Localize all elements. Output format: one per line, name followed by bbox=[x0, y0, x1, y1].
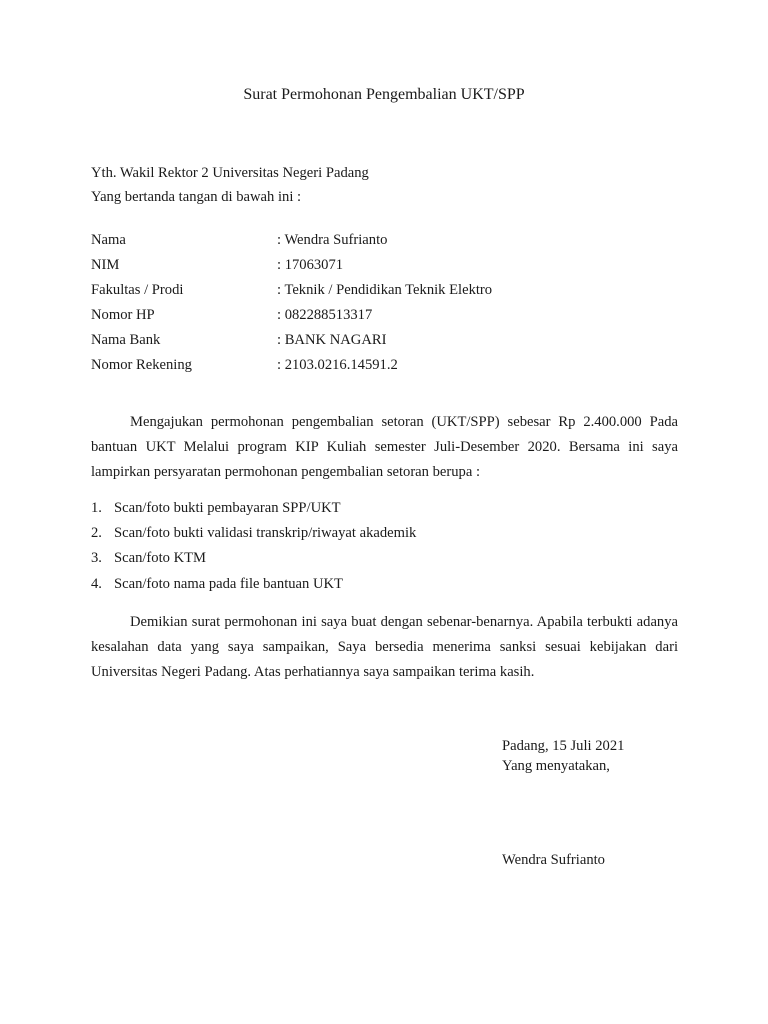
field-value: : Wendra Sufrianto bbox=[277, 232, 388, 248]
field-row-nama-bank bbox=[91, 332, 691, 352]
signatory-name: Wendra Sufrianto bbox=[502, 852, 605, 868]
list-text: Scan/foto nama pada file bantuan UKT bbox=[114, 576, 343, 592]
list-text: Scan/foto KTM bbox=[114, 550, 207, 566]
field-label: Fakultas / Prodi bbox=[91, 282, 184, 298]
letter-title: Surat Permohonan Pengembalian UKT/SPP bbox=[243, 86, 525, 103]
field-value: : BANK NAGARI bbox=[277, 332, 387, 348]
field-label: Nomor HP bbox=[91, 307, 155, 323]
list-number: 1. bbox=[91, 500, 102, 516]
list-number: 4. bbox=[91, 576, 102, 592]
field-value: : Teknik / Pendidikan Teknik Elektro bbox=[277, 282, 493, 298]
list-number: 2. bbox=[91, 525, 102, 541]
field-row-fakultas-prodi bbox=[91, 282, 691, 302]
list-number: 3. bbox=[91, 550, 102, 566]
field-row-nomor-hp bbox=[91, 307, 691, 327]
field-label: Nama Bank bbox=[91, 332, 161, 348]
list-text: Scan/foto bukti pembayaran SPP/UKT bbox=[114, 500, 341, 516]
field-row-nim bbox=[91, 257, 691, 277]
place-date: Padang, 15 Juli 2021 bbox=[502, 738, 625, 754]
field-row-nomor-rekening bbox=[91, 357, 691, 377]
field-row-nama bbox=[91, 232, 691, 252]
list-text: Scan/foto bukti validasi transkrip/riwayat akademik bbox=[114, 525, 417, 541]
field-value: : 2103.0216.14591.2 bbox=[277, 357, 398, 373]
field-label: Nomor Rekening bbox=[91, 357, 192, 373]
closing-paragraph: Demikian surat permohonan ini saya buat dengan sebenar-benarnya. Apabila terbukti adanya kesalahan data yang saya sampaikan, Saya bersedia menerima sanksi sesuai kebijakan dari Universitas Negeri Padang. Atas perhatiannya saya sampaikan terima kasih. bbox=[91, 614, 678, 680]
field-label: Nama bbox=[91, 232, 126, 248]
request-paragraph: Mengajukan permohonan pengembalian setoran (UKT/SPP) sebesar Rp 2.400.000 Pada bantuan UKT Melalui program KIP Kuliah semester Juli-Desember 2020. Bersama ini saya lampirkan persyaratan permohonan pengembalian setoran berupa : bbox=[91, 414, 678, 480]
field-value: : 082288513317 bbox=[277, 307, 373, 323]
intro-text: Yang bertanda tangan di bawah ini : bbox=[91, 189, 302, 205]
addressee: Yth. Wakil Rektor 2 Universitas Negeri Padang bbox=[91, 165, 369, 181]
field-label: NIM bbox=[91, 257, 120, 273]
signature-statement: Yang menyatakan, bbox=[502, 758, 610, 774]
field-value: : 17063071 bbox=[277, 257, 344, 273]
